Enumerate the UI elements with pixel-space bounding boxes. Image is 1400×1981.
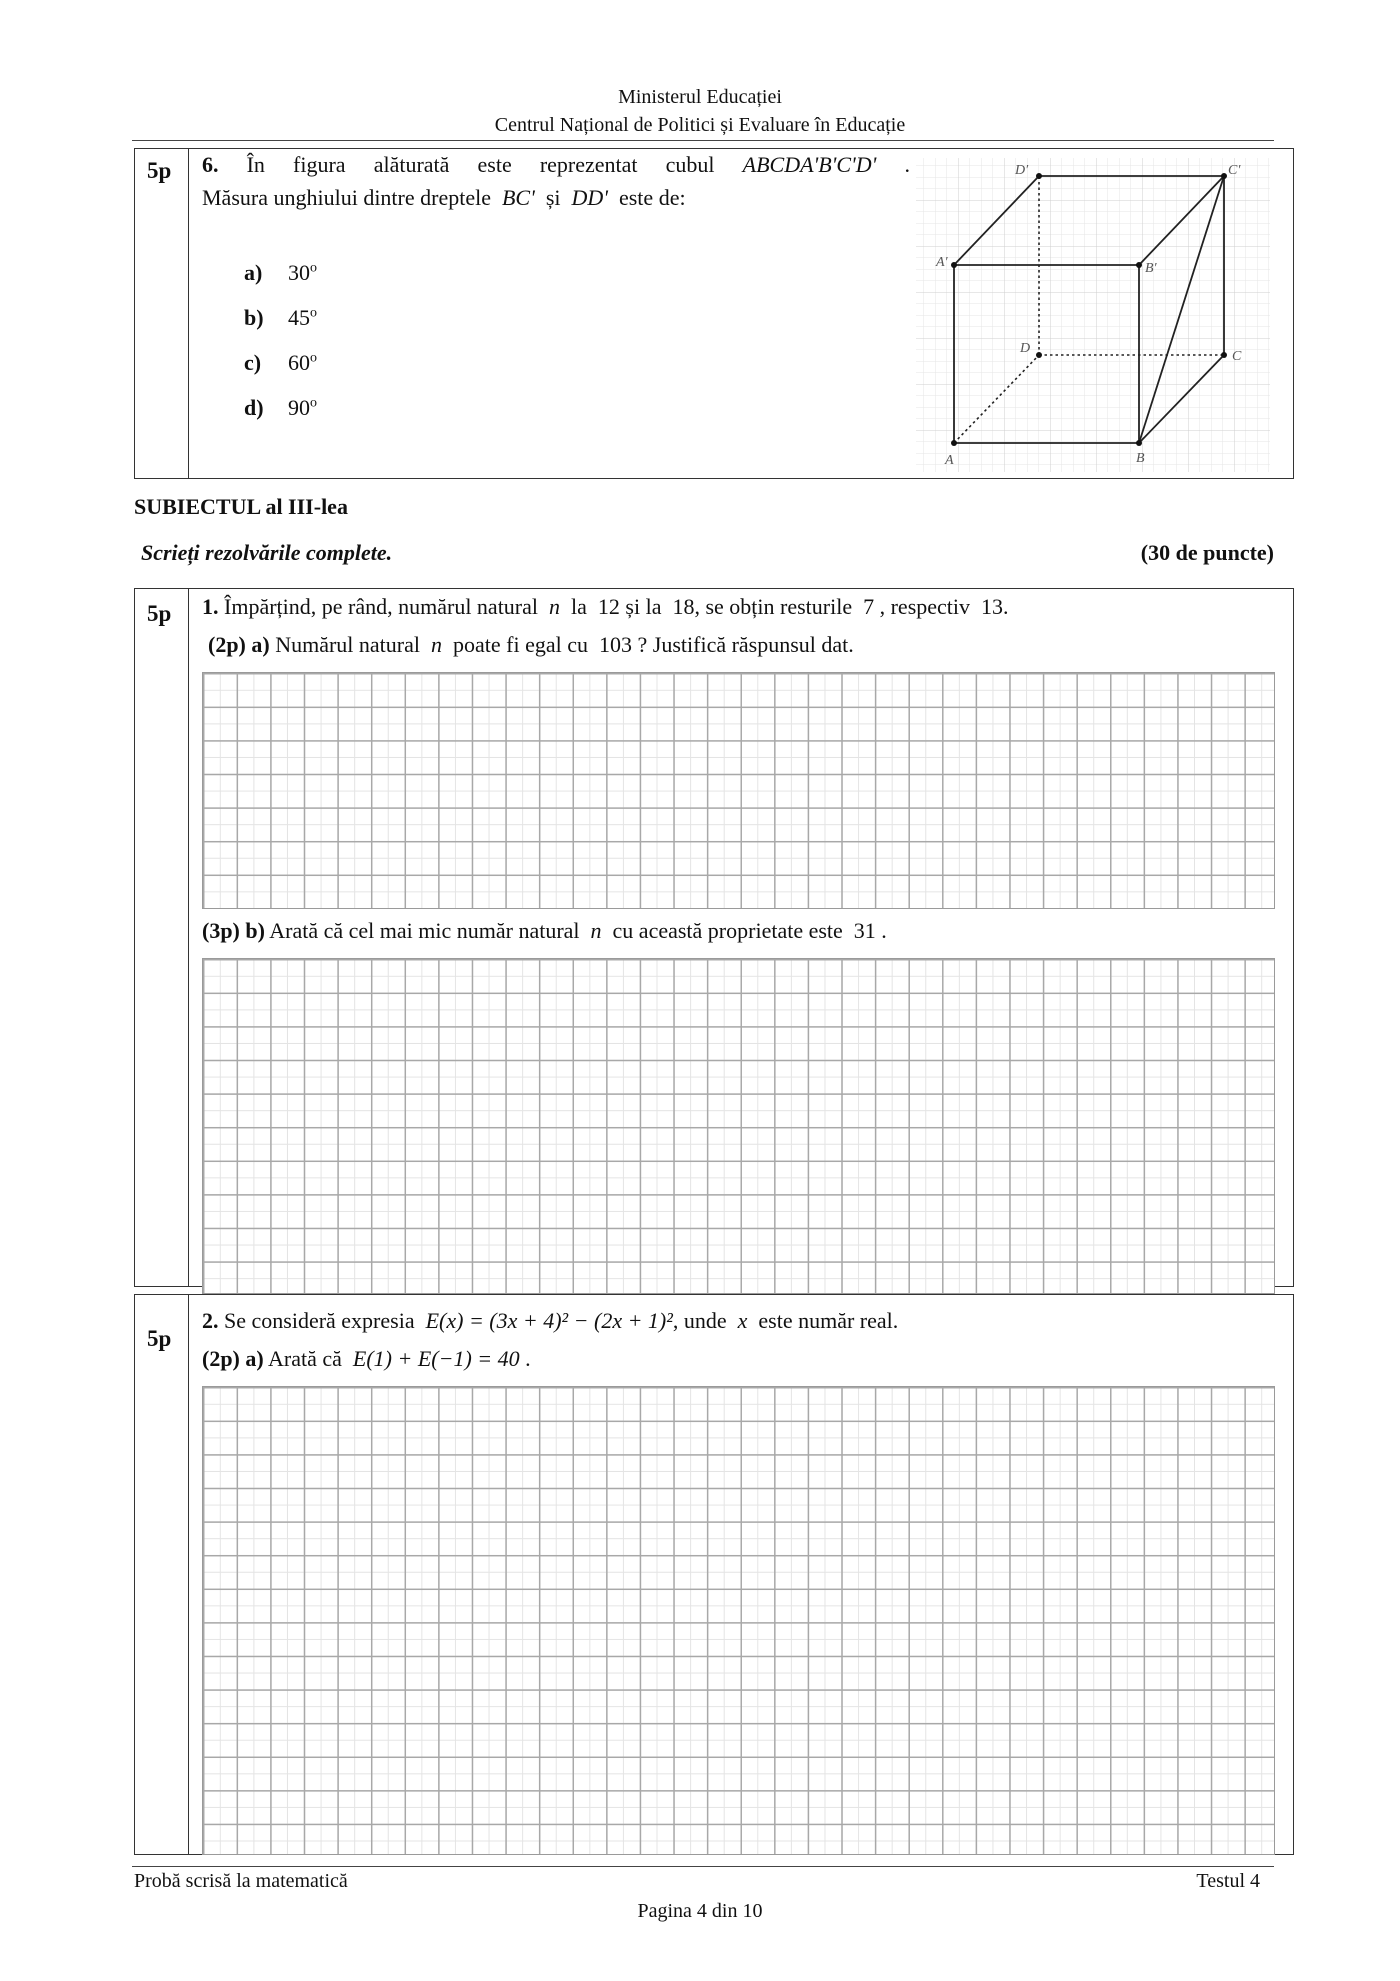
label-B: B — [1136, 451, 1145, 466]
q6-points: 5p — [147, 158, 172, 183]
cube-figure — [912, 154, 1274, 476]
q6-line1-w2: figura — [293, 152, 346, 177]
label-C: C — [1232, 349, 1242, 364]
label-A: A — [945, 453, 954, 468]
q6-cube-name: ABCDA'B'C'D' — [742, 152, 877, 177]
q1-part-b: (3p) b) Arată că cel mai mic număr natural n cu această proprietate este 31 . — [202, 918, 887, 943]
q1a-answer-grid[interactable] — [202, 672, 1275, 909]
q2-expression: E(x) = (3x + 4)² − (2x + 1)² — [425, 1308, 673, 1333]
q6-line1-w4: este — [477, 152, 512, 177]
section-title: SUBIECTUL al III-lea — [134, 494, 348, 519]
footer-right: Testul 4 — [1196, 1870, 1260, 1892]
q6-option-b[interactable]: b) 45$^o$ — [244, 305, 317, 330]
label-C1: C′ — [1228, 163, 1241, 178]
q6-and: și — [545, 185, 561, 210]
q6-statement-line2 — [202, 185, 686, 211]
label-B1: B′ — [1145, 261, 1157, 276]
q2-part-a: (2p) a) Arată că E(1) + E(−1) = 40 . — [202, 1346, 531, 1371]
header-ministry: Ministerul Educației — [618, 86, 782, 108]
header-rule — [132, 140, 1274, 141]
q6-line1-w1: În — [246, 152, 265, 177]
q6-line2-text: Măsura unghiului dintre dreptele — [202, 185, 491, 210]
q6-option-c[interactable]: c) 60$^o$ — [244, 350, 317, 375]
label-D: D — [1020, 341, 1031, 356]
label-A1: A′ — [936, 255, 948, 270]
q6-line-dd1: DD' — [571, 185, 608, 210]
label-D1: D′ — [1015, 163, 1029, 178]
q6-statement-line1: 6. În figura alăturată este reprezentat cubul ABCDA'B'C'D' . — [202, 152, 910, 177]
q2-statement: 2. Se consideră expresia E(x) = (3x + 4)² − (2x + 1)², unde x este număr real. — [202, 1308, 899, 1333]
q6-number: 6. — [202, 152, 219, 177]
q1-part-a: (2p) a) Numărul natural n poate fi egal cu 103 ? Justifică răspunsul dat. — [208, 632, 854, 657]
q1-points-separator — [188, 588, 189, 1287]
q6-line1-w5: reprezentat — [539, 152, 638, 177]
section-instructions: Scrieți rezolvările complete. — [141, 540, 393, 565]
q6-option-a[interactable]: a) 30$^o$ — [244, 260, 317, 285]
q6-line-bc1: BC' — [501, 185, 535, 210]
q2-points: 5p — [147, 1326, 172, 1351]
footer-rule — [132, 1866, 1274, 1867]
q6-line1-w6: cubul — [665, 152, 715, 177]
footer-left: Probă scrisă la matematică — [134, 1870, 348, 1892]
q2a-answer-grid[interactable] — [202, 1386, 1275, 1855]
q6-line1-w3: alăturată — [373, 152, 450, 177]
q2-points-separator — [188, 1294, 189, 1855]
q6-option-d[interactable]: d) 90$^o$ — [244, 395, 317, 420]
footer-page: Pagina 4 din 10 — [637, 1900, 763, 1922]
q1b-answer-grid[interactable] — [202, 958, 1275, 1294]
section-total-points: (30 de puncte) — [1140, 540, 1274, 565]
q1-points: 5p — [147, 601, 172, 626]
q2a-expression: E(1) + E(−1) = 40 — [352, 1346, 520, 1371]
header-center: Centrul Național de Politici și Evaluare în Educație — [494, 114, 906, 136]
q1-statement: 1. Împărțind, pe rând, numărul natural n la 12 și la 18, se obțin resturile 7 , respectiv 13. — [202, 594, 1009, 619]
q6-line2-end: este de: — [618, 185, 686, 210]
figure-grid — [916, 158, 1270, 472]
q6-points-separator — [188, 148, 189, 479]
